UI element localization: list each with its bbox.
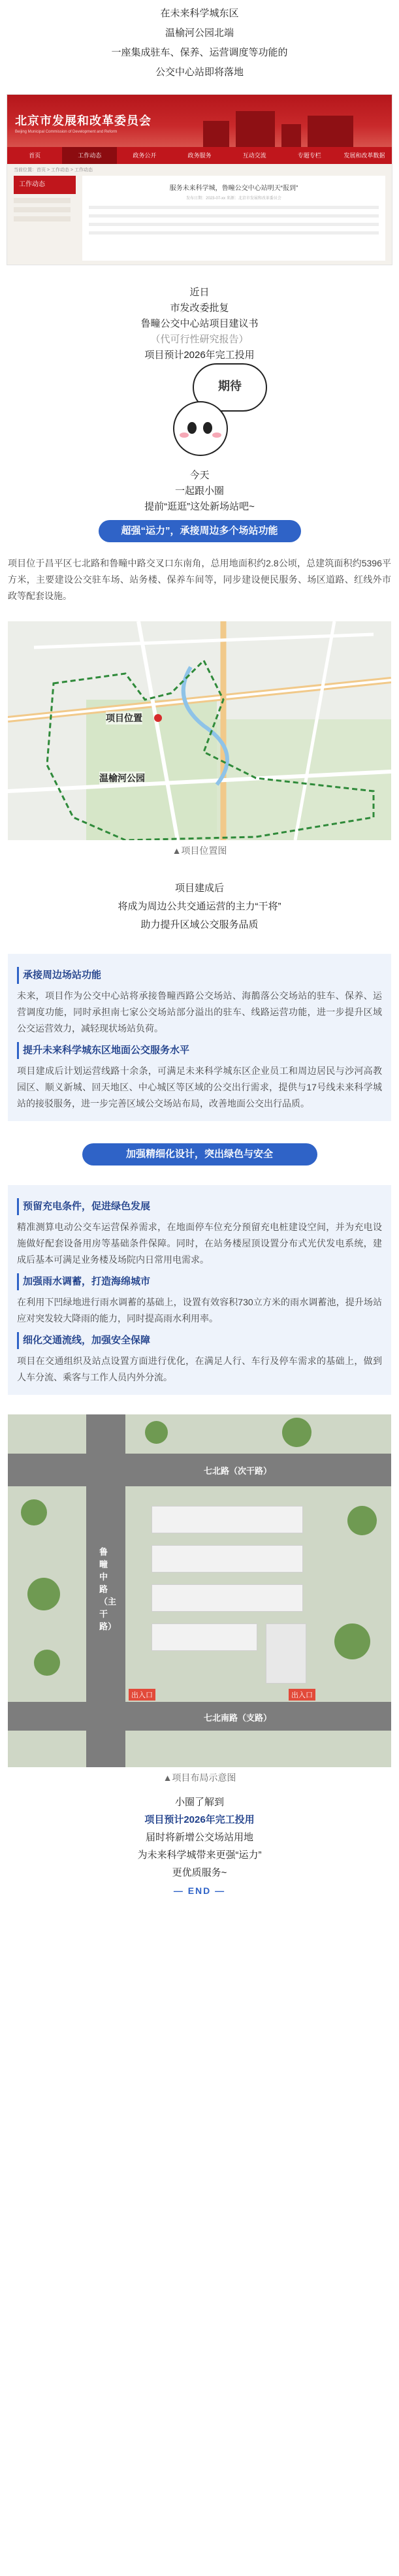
invite-block <box>0 468 399 515</box>
intro-block <box>0 0 399 82</box>
outro-line: 为未来科学城带来更强“运力” <box>137 1850 262 1861</box>
station-building <box>266 1623 306 1684</box>
location-map <box>8 621 391 840</box>
outro-line: 届时将新增公交场站用地 <box>145 1832 253 1843</box>
plan-caption: ▲项目布局示意图 <box>163 1772 236 1783</box>
notice-line: 鲁疃公交中心站项目建议书 <box>140 318 259 329</box>
section-heading: 提升未来科学城东区地面公交服务水平 <box>17 1042 382 1059</box>
function-card <box>8 954 391 1121</box>
site-sidebar <box>14 176 76 261</box>
mid-line: 将成为周边公共交通运营的主力“干将” <box>118 901 281 912</box>
site-nav-item-active[interactable]: 工作动态 <box>62 147 117 164</box>
section-banner: 超强“运力”，承接周边多个场站功能 <box>99 520 301 542</box>
road-left-label: 鲁疃中路（主干路） <box>99 1547 117 1631</box>
road-bottom-label: 七北南路（支路） <box>204 1713 272 1723</box>
bus-parking-row <box>152 1506 303 1533</box>
intro-line: 公交中心站即将落地 <box>155 67 244 78</box>
road-top-label: 七北路（次干路） <box>204 1466 272 1476</box>
road-top <box>8 1454 391 1486</box>
design-card <box>8 1185 391 1395</box>
mascot-illustration <box>0 363 399 461</box>
map-park-label: 温榆河公园 <box>99 773 145 783</box>
site-breadcrumb: 当前位置：首页 > 工作动态 > 工作动态 <box>7 164 392 176</box>
map-graphic <box>8 621 391 840</box>
invite-line: 一起跟小圈 <box>174 485 224 497</box>
notice-line: 市发改委批复 <box>170 302 229 314</box>
notice-line: 项目预计2026年完工投用 <box>144 350 255 361</box>
road-bottom <box>8 1702 391 1731</box>
website-screenshot <box>7 94 392 265</box>
invite-line: 今天 <box>189 470 210 481</box>
notice-block <box>0 285 399 363</box>
section-heading: 加强雨水调蓄，打造海绵城市 <box>17 1273 382 1290</box>
site-header <box>7 95 392 147</box>
site-article-title: 服务未来科学城，鲁疃公交中心站明天“报到” <box>169 185 298 192</box>
site-article-meta: 发布日期：2023-07-xx 来源：北京市发展和改革委员会 <box>186 197 281 201</box>
site-logo-sub: Beijing Municipal Commission of Development and Reform <box>15 130 118 134</box>
section-text: 精准测算电动公交车运营保养需求，在地面停车位充分预留充电桩建设空间，并为充电设施做好配套设备用房等基础条件保障。同时，在站务楼屋顶设置分布式光伏发电系统，建成后基本可满足业务楼及场院内日常用电需求。 <box>17 1222 382 1265</box>
mascot-face-icon <box>173 401 228 456</box>
body-paragraph: 项目位于昌平区七北路和鲁疃中路交叉口东南角，总用地面积约2.8公顷，总建筑面积约5396平方米，主要建设公交驻车场、站务楼、保养车间等，同步建设便民服务、场区道路、红线外市政等配套设施。 <box>8 558 391 601</box>
outro-block <box>0 1793 399 1882</box>
site-nav <box>7 147 392 164</box>
section-text: 项目建成后计划运营线路十余条，可满足未来科学城东区企业员工和周边居民与沙河高教园区、顺义新城、回天地区、中心城区等区域的公交出行需求，提供与17号线未来科学城站的接驳服务，进一步完善区域公交场站布局，改善地面公交出行品质。 <box>17 1066 382 1109</box>
outro-line: 小圈了解到 <box>174 1797 224 1808</box>
mid-line: 项目建成后 <box>174 883 224 894</box>
site-plan-image <box>8 1414 391 1767</box>
speech-bubble: 期待 <box>193 363 267 412</box>
section-heading: 预留充电条件，促进绿色发展 <box>17 1198 382 1215</box>
bus-parking-row <box>152 1584 303 1612</box>
site-logo[interactable]: 北京市发展和改革委员会 Beijing Municipal Commission of Development and Reform <box>15 114 152 134</box>
notice-note: （代可行性研究报告） <box>150 334 249 345</box>
site-nav-item[interactable]: 首页 <box>29 152 41 159</box>
map-caption: ▲项目位置图 <box>172 845 227 856</box>
site-nav-item[interactable]: 互动交流 <box>242 152 266 159</box>
entrance-tag: 出入口 <box>289 1689 315 1701</box>
outro-line: 更优质服务~ <box>172 1867 227 1878</box>
outro-highlight: 项目预计2026年完工投用 <box>144 1814 255 1825</box>
invite-line: 提前“逛逛”这处新场站吧~ <box>144 501 255 512</box>
section-text: 项目在交通组织及站点设置方面进行优化，在满足人行、车行及停车需求的基础上，做到人车分流、乘客与工作人员内外分流。 <box>17 1356 382 1382</box>
end-marker: — END — <box>173 1885 226 1896</box>
section-banner: 加强精细化设计，突出绿色与安全 <box>82 1143 317 1166</box>
bus-parking-row <box>152 1623 257 1651</box>
site-article <box>82 176 385 261</box>
site-nav-item[interactable]: 政务服务 <box>187 152 212 159</box>
site-nav-item[interactable]: 专题专栏 <box>297 152 321 159</box>
mid-block <box>0 879 399 934</box>
site-sidebar-title[interactable]: 工作动态 <box>14 176 76 194</box>
bus-parking-row <box>152 1545 303 1573</box>
site-nav-item[interactable]: 发展和改革数据 <box>343 152 385 159</box>
section-heading: 承接周边场站功能 <box>17 967 382 984</box>
site-nav-item[interactable]: 政务公开 <box>133 152 157 159</box>
mid-line: 助力提升区域公交服务品质 <box>140 919 259 930</box>
intro-line: 在未来科学城东区 <box>160 8 239 19</box>
section-text: 未来，项目作为公交中心站将承接鲁疃西路公交场站、海鶄落公交场站的驻车、保养、运营调度功能，同时承担南七家公交场站部分溢出的驻车、线路运营功能，进一步提升区域公交运营效力，减轻现状场站负荷。 <box>17 990 382 1034</box>
entrance-tag: 出入口 <box>129 1689 155 1701</box>
map-site-label: 项目位置 <box>106 713 142 723</box>
section-text: 在利用下凹绿地进行雨水调蓄的基础上，设置有效容积730立方米的雨水调蓄池，提升场站应对突发较大降雨的能力，同时提高雨水利用率。 <box>17 1297 382 1324</box>
intro-line: 一座集成驻车、保养、运营调度等功能的 <box>111 47 288 58</box>
section-heading: 细化交通流线，加强安全保障 <box>17 1332 382 1349</box>
notice-line: 近日 <box>189 287 210 298</box>
intro-line: 温榆河公园北端 <box>165 27 234 39</box>
